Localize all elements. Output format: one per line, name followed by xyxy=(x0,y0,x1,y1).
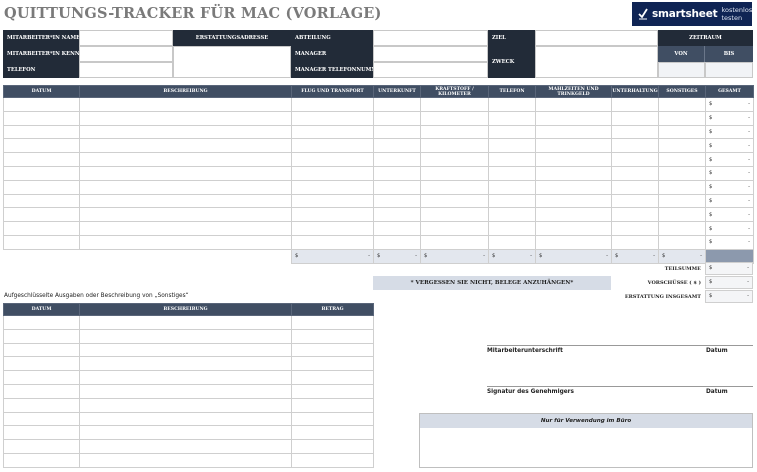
expense-cell[interactable] xyxy=(536,208,612,222)
expense-cell[interactable] xyxy=(536,222,612,236)
expense-cell[interactable] xyxy=(659,180,706,194)
itemized-cell[interactable] xyxy=(80,343,292,357)
department-label: ABTEILUNG xyxy=(291,30,373,46)
expense-cell[interactable] xyxy=(4,222,80,236)
column-total-cell: $ - xyxy=(421,249,489,263)
itemized-row xyxy=(4,316,374,330)
expense-cell[interactable] xyxy=(374,166,421,180)
row-total-cell: $ - xyxy=(706,153,754,167)
expense-cell[interactable] xyxy=(612,235,659,249)
expense-cell[interactable] xyxy=(292,166,374,180)
expense-cell[interactable] xyxy=(374,111,421,125)
itemized-cell[interactable] xyxy=(4,371,80,385)
phone-label: TELEFON xyxy=(3,62,79,78)
employee-signature-line[interactable] xyxy=(487,345,753,346)
manager-label: MANAGER xyxy=(291,46,373,62)
expense-cell[interactable] xyxy=(4,208,80,222)
column-total-cell: $ - xyxy=(659,249,706,263)
expense-cell[interactable] xyxy=(374,222,421,236)
expense-cell[interactable] xyxy=(4,139,80,153)
itemized-row xyxy=(4,357,374,371)
expense-cell[interactable] xyxy=(489,208,536,222)
expense-cell[interactable] xyxy=(4,98,80,112)
expense-table xyxy=(3,85,754,264)
expense-cell[interactable] xyxy=(536,153,612,167)
page-title: QUITTUNGS-TRACKER FÜR MAC (VORLAGE) xyxy=(4,5,382,22)
itemized-cell[interactable] xyxy=(4,453,80,467)
phone-field[interactable] xyxy=(79,62,173,78)
expense-cell[interactable] xyxy=(612,125,659,139)
expense-col-header: DATUM xyxy=(4,86,80,98)
expense-cell[interactable] xyxy=(489,166,536,180)
itemized-cell[interactable] xyxy=(4,357,80,371)
destination-label: ZIEL xyxy=(488,30,535,46)
column-total-cell: $ - xyxy=(292,249,374,263)
itemized-col-header: BETRAG xyxy=(292,304,374,316)
expense-cell[interactable] xyxy=(4,194,80,208)
expense-row xyxy=(4,222,754,236)
itemized-cell[interactable] xyxy=(4,316,80,330)
expense-cell[interactable] xyxy=(659,111,706,125)
itemized-row xyxy=(4,453,374,467)
itemized-cell[interactable] xyxy=(4,398,80,412)
itemized-cell[interactable] xyxy=(80,316,292,330)
expense-cell[interactable] xyxy=(374,125,421,139)
employee-signature-label: Mitarbeiterunterschrift xyxy=(487,348,563,354)
expense-cell[interactable] xyxy=(421,208,489,222)
blank-cell xyxy=(4,249,80,263)
expense-cell[interactable] xyxy=(80,194,292,208)
expense-cell[interactable] xyxy=(421,153,489,167)
total-reimbursement-label: ERSTATTUNG INSGESAMT xyxy=(624,294,701,300)
expense-cell[interactable] xyxy=(374,98,421,112)
itemized-row xyxy=(4,343,374,357)
expense-col-header: KRAFTSTOFF / KILOMETER xyxy=(421,86,489,98)
expense-cell[interactable] xyxy=(659,125,706,139)
expense-cell[interactable] xyxy=(489,235,536,249)
expense-row xyxy=(4,111,754,125)
expense-cell[interactable] xyxy=(489,153,536,167)
row-total-cell: $ - xyxy=(706,98,754,112)
itemized-cell[interactable] xyxy=(80,398,292,412)
expense-cell[interactable] xyxy=(612,153,659,167)
reimbursement-address-field[interactable] xyxy=(173,46,291,78)
itemized-cell[interactable] xyxy=(80,453,292,467)
expense-col-header: UNTERHALTUNG xyxy=(612,86,659,98)
itemized-cell[interactable] xyxy=(292,453,374,467)
expense-cell[interactable] xyxy=(612,98,659,112)
expense-col-header: UNTERKUNFT xyxy=(374,86,421,98)
expense-cell[interactable] xyxy=(421,180,489,194)
advances-field[interactable]: $ - xyxy=(705,276,753,289)
itemized-row xyxy=(4,329,374,343)
expense-cell[interactable] xyxy=(612,139,659,153)
expense-cell[interactable] xyxy=(292,111,374,125)
expense-cell[interactable] xyxy=(4,235,80,249)
itemized-col-header: BESCHREIBUNG xyxy=(80,304,292,316)
employee-name-field[interactable] xyxy=(79,30,173,46)
itemized-row xyxy=(4,384,374,398)
expense-cell[interactable] xyxy=(374,194,421,208)
expense-cell[interactable] xyxy=(536,98,612,112)
subtotal-value: $ - xyxy=(705,262,753,275)
receipt-reminder: * VERGESSEN SIE NICHT, BELEGE ANZUHÄNGEN* xyxy=(373,276,611,290)
expense-cell[interactable] xyxy=(292,180,374,194)
destination-field[interactable] xyxy=(535,30,658,46)
employee-id-field[interactable] xyxy=(79,46,173,62)
expense-cell[interactable] xyxy=(80,139,292,153)
expense-cell[interactable] xyxy=(612,180,659,194)
expense-col-header: SONSTIGES xyxy=(659,86,706,98)
approver-signature-line[interactable] xyxy=(487,386,753,387)
expense-cell[interactable] xyxy=(612,166,659,180)
itemized-row xyxy=(4,398,374,412)
itemized-cell[interactable] xyxy=(80,412,292,426)
expense-cell[interactable] xyxy=(80,125,292,139)
purpose-field[interactable] xyxy=(535,46,658,78)
manager-phone-label: MANAGER TELEFONNUMMER xyxy=(291,62,373,78)
itemized-col-header: DATUM xyxy=(4,304,80,316)
itemized-cell[interactable] xyxy=(292,384,374,398)
expense-cell[interactable] xyxy=(536,111,612,125)
expense-cell[interactable] xyxy=(421,98,489,112)
department-field[interactable] xyxy=(373,30,488,46)
expense-cell[interactable] xyxy=(292,98,374,112)
expense-cell[interactable] xyxy=(292,208,374,222)
itemized-cell[interactable] xyxy=(292,371,374,385)
itemized-cell[interactable] xyxy=(4,426,80,440)
expense-cell[interactable] xyxy=(4,180,80,194)
approver-signature-label: Signatur des Genehmigers xyxy=(487,389,574,395)
expense-col-header: BESCHREIBUNG xyxy=(80,86,292,98)
row-total-cell: $ - xyxy=(706,194,754,208)
expense-cell[interactable] xyxy=(80,208,292,222)
itemized-row xyxy=(4,412,374,426)
employee-signature-date-label: Datum xyxy=(706,348,728,354)
expense-cell[interactable] xyxy=(421,111,489,125)
itemized-cell[interactable] xyxy=(4,329,80,343)
logo-brand: smartsheet xyxy=(652,8,718,20)
expense-cell[interactable] xyxy=(489,180,536,194)
advances-label: VORSCHÜSSE ( $ ) xyxy=(647,280,701,286)
expense-cell[interactable] xyxy=(80,98,292,112)
expense-cell[interactable] xyxy=(421,222,489,236)
expense-row xyxy=(4,139,754,153)
expense-cell[interactable] xyxy=(489,139,536,153)
logo-sub: kostenlos testen xyxy=(721,6,753,22)
expense-cell[interactable] xyxy=(4,166,80,180)
itemized-caption: Aufgeschlüsselte Ausgaben oder Beschreibung von „Sonstiges“ xyxy=(4,293,189,299)
expense-cell[interactable] xyxy=(80,235,292,249)
expense-cell[interactable] xyxy=(292,194,374,208)
expense-cell[interactable] xyxy=(612,111,659,125)
expense-col-header: GESAMT xyxy=(706,86,754,98)
expense-cell[interactable] xyxy=(612,208,659,222)
purpose-label: ZWECK xyxy=(488,46,535,78)
itemized-cell[interactable] xyxy=(80,384,292,398)
expense-cell[interactable] xyxy=(421,139,489,153)
expense-cell[interactable] xyxy=(489,222,536,236)
itemized-cell[interactable] xyxy=(80,371,292,385)
manager-field[interactable] xyxy=(373,46,488,62)
itemized-cell[interactable] xyxy=(4,343,80,357)
expense-row xyxy=(4,153,754,167)
expense-cell[interactable] xyxy=(4,111,80,125)
expense-cell[interactable] xyxy=(536,125,612,139)
row-total-cell: $ - xyxy=(706,235,754,249)
expense-cell[interactable] xyxy=(536,194,612,208)
itemized-cell[interactable] xyxy=(292,426,374,440)
itemized-row xyxy=(4,371,374,385)
expense-cell[interactable] xyxy=(659,166,706,180)
employee-name-label: MITARBEITER*IN NAME xyxy=(3,30,79,46)
column-total-cell: $ - xyxy=(374,249,421,263)
expense-cell[interactable] xyxy=(292,235,374,249)
expense-row xyxy=(4,180,754,194)
expense-col-header: FLUG UND TRANSPORT xyxy=(292,86,374,98)
expense-col-header: TELEFON xyxy=(489,86,536,98)
expense-cell[interactable] xyxy=(421,166,489,180)
itemized-row xyxy=(4,426,374,440)
expense-cell[interactable] xyxy=(659,208,706,222)
expense-col-header: MAHLZEITEN UND TRINKGELD xyxy=(536,86,612,98)
expense-cell[interactable] xyxy=(374,180,421,194)
expense-cell[interactable] xyxy=(489,111,536,125)
smartsheet-logo-button[interactable] xyxy=(632,2,752,26)
expense-cell[interactable] xyxy=(659,235,706,249)
itemized-cell[interactable] xyxy=(80,357,292,371)
employee-id-label: MITARBEITER*IN KENNUNG xyxy=(3,46,79,62)
subtotal-label: TEILSUMME xyxy=(664,266,701,272)
expense-cell[interactable] xyxy=(292,153,374,167)
from-label: VON xyxy=(658,46,705,62)
expense-cell[interactable] xyxy=(489,194,536,208)
itemized-cell[interactable] xyxy=(4,412,80,426)
manager-phone-field[interactable] xyxy=(373,62,488,78)
itemized-cell[interactable] xyxy=(80,426,292,440)
row-total-cell: $ - xyxy=(706,222,754,236)
expense-cell[interactable] xyxy=(659,153,706,167)
expense-cell[interactable] xyxy=(292,222,374,236)
period-label: ZEITRAUM xyxy=(658,30,753,46)
office-use-box[interactable] xyxy=(419,413,753,468)
from-field[interactable] xyxy=(658,62,705,78)
itemized-cell[interactable] xyxy=(292,357,374,371)
expense-cell[interactable] xyxy=(292,125,374,139)
expense-cell[interactable] xyxy=(80,111,292,125)
expense-cell[interactable] xyxy=(374,153,421,167)
expense-cell[interactable] xyxy=(421,125,489,139)
itemized-cell[interactable] xyxy=(292,329,374,343)
itemized-cell[interactable] xyxy=(292,316,374,330)
expense-cell[interactable] xyxy=(374,139,421,153)
itemized-row xyxy=(4,440,374,454)
expense-cell[interactable] xyxy=(536,139,612,153)
itemized-cell[interactable] xyxy=(292,398,374,412)
expense-cell[interactable] xyxy=(421,194,489,208)
approver-signature-date-label: Datum xyxy=(706,389,728,395)
expense-cell[interactable] xyxy=(80,166,292,180)
column-totals-row xyxy=(4,249,754,263)
expense-cell[interactable] xyxy=(4,125,80,139)
row-total-cell: $ - xyxy=(706,125,754,139)
expense-cell[interactable] xyxy=(536,235,612,249)
expense-cell[interactable] xyxy=(374,235,421,249)
expense-row xyxy=(4,194,754,208)
expense-cell[interactable] xyxy=(659,98,706,112)
expense-cell[interactable] xyxy=(80,153,292,167)
row-total-cell: $ - xyxy=(706,111,754,125)
expense-cell[interactable] xyxy=(80,180,292,194)
office-use-header: Nur für Verwendung im Büro xyxy=(420,414,752,428)
to-field[interactable] xyxy=(705,62,753,78)
expense-cell[interactable] xyxy=(489,98,536,112)
expense-cell[interactable] xyxy=(659,139,706,153)
expense-cell[interactable] xyxy=(536,166,612,180)
expense-row xyxy=(4,166,754,180)
to-label: BIS xyxy=(705,46,753,62)
expense-row xyxy=(4,208,754,222)
blank-cell xyxy=(80,249,292,263)
expense-cell[interactable] xyxy=(374,208,421,222)
expense-cell[interactable] xyxy=(80,222,292,236)
column-total-cell: $ - xyxy=(612,249,659,263)
expense-cell[interactable] xyxy=(659,222,706,236)
row-total-cell: $ - xyxy=(706,139,754,153)
itemized-cell[interactable] xyxy=(292,412,374,426)
expense-row xyxy=(4,235,754,249)
expense-row xyxy=(4,98,754,112)
itemized-cell[interactable] xyxy=(80,329,292,343)
expense-cell[interactable] xyxy=(421,235,489,249)
smartsheet-check-icon xyxy=(638,8,648,20)
column-total-cell: $ - xyxy=(536,249,612,263)
expense-cell[interactable] xyxy=(612,194,659,208)
total-reimbursement-value: $ - xyxy=(705,290,753,303)
column-total-cell: $ - xyxy=(489,249,536,263)
itemized-cell[interactable] xyxy=(292,440,374,454)
expense-cell[interactable] xyxy=(489,125,536,139)
itemized-cell[interactable] xyxy=(80,440,292,454)
row-total-cell: $ - xyxy=(706,180,754,194)
itemized-cell[interactable] xyxy=(292,343,374,357)
grand-total-cell xyxy=(706,249,754,263)
expense-cell[interactable] xyxy=(292,139,374,153)
row-total-cell: $ - xyxy=(706,166,754,180)
expense-cell[interactable] xyxy=(536,180,612,194)
expense-cell[interactable] xyxy=(4,153,80,167)
itemized-table xyxy=(3,303,374,468)
row-total-cell: $ - xyxy=(706,208,754,222)
expense-cell[interactable] xyxy=(612,222,659,236)
reimbursement-address-label: ERSTATTUNGSADRESSE xyxy=(173,30,291,46)
expense-row xyxy=(4,125,754,139)
itemized-cell[interactable] xyxy=(4,440,80,454)
expense-cell[interactable] xyxy=(659,194,706,208)
itemized-cell[interactable] xyxy=(4,384,80,398)
